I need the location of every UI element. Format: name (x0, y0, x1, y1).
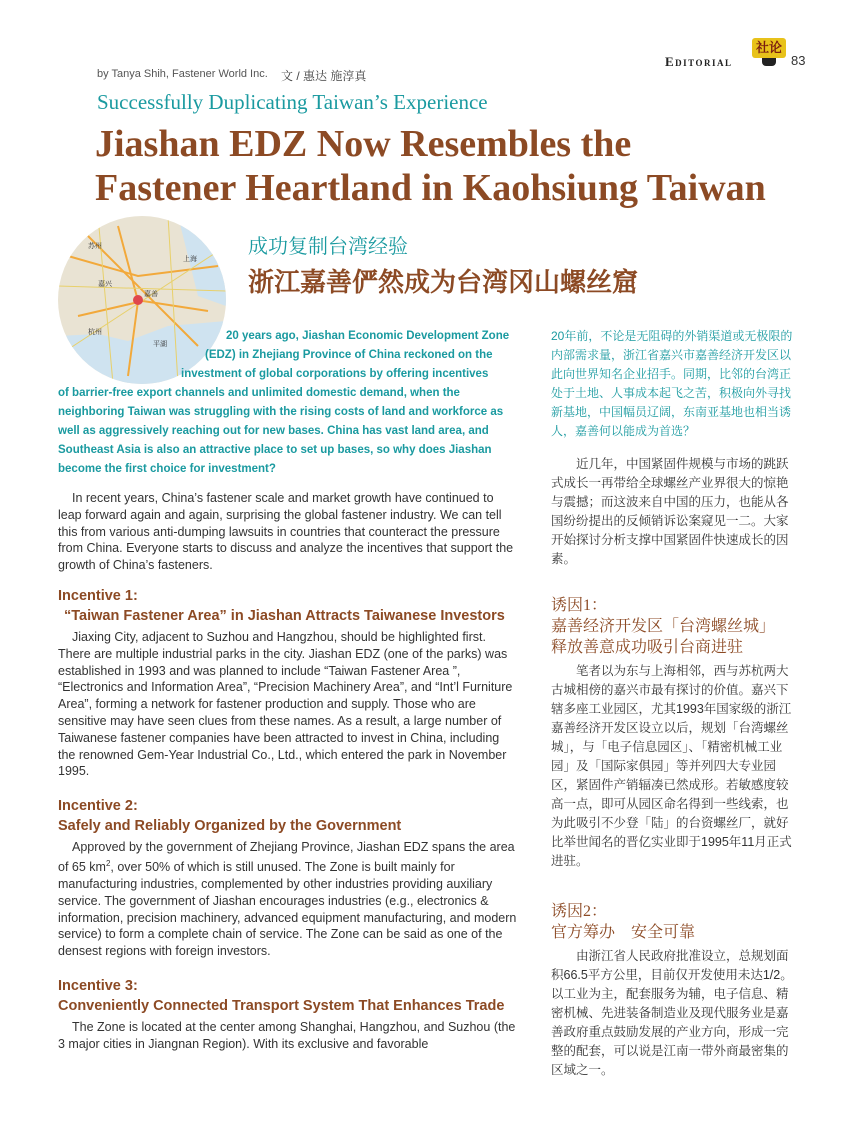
title-line-2: Fastener Heartland in Kaohsiung Taiwan (95, 167, 766, 209)
incentive-1-title-cn-1: 嘉善经济开发区「台湾螺丝城」 (551, 618, 776, 635)
intro-en-body: of barrier-free export channels and unlimited domestic demand, when the neighboring Taiwan was struggling with the rising costs of land and workforce as well as aggressively reaching out for new bases. China has vast land area, and Southeast Asia is also an attractive place to set up bases, so why does Jiashan become the first choice for investment? (58, 387, 504, 475)
article-subtitle: Successfully Duplicating Taiwan’s Experience (97, 90, 488, 114)
article-title (95, 122, 835, 210)
badge-stand-icon (762, 58, 776, 66)
body-cn-column (551, 455, 796, 1080)
map-label: 苏州 (88, 242, 102, 250)
incentive-2-text-b: , over 50% of which is still unused. The Zone is built mainly for manufacturing industries, complemented by other industries providing auxiliary service. The government of Jiashan encourages industries (e.g., electronics & information, precision machinery, advanced equipment manufacturing, and modern service) to form a complete chain of service. The Zone can be said as one of the densest regions with foreign investors. (58, 860, 517, 959)
map-label: 平湖 (153, 340, 167, 348)
map-label: 杭州 (88, 328, 102, 336)
superscript: 2 (105, 858, 111, 868)
intro-en-line-2: (EDZ) in Zhejiang Province of China reckoned on the (205, 349, 493, 361)
intro-en-line-1: 20 years ago, Jiashan Economic Development Zone (226, 330, 510, 342)
article-title-cn: 浙江嘉善俨然成为台湾冈山螺丝窟 (248, 267, 639, 297)
incentive-1-text: Jiaxing City, adjacent to Suzhou and Hangzhou, should be highlighted first. There are multiple industrial parks in the city. Jiashan EDZ (one of the parks) was established in 1993 and was planned to include “Taiwan Fastener Area ”, “Electronics and Information Area”, “Precision Machinery Area”, and “Int’l Furniture Area”, forming a network for fastener production and supply. Those who are sensitive may have seen clues from these names. As a result, a large number of Taiwanese fastener companies have been attracted to invest in China, including the renowned Gem-Year Industrial Co., Ltd., which entered the park in November 1995. (58, 629, 513, 779)
map-label: 嘉兴 (98, 280, 112, 288)
byline-cn: 文 / 惠达 施淳真 (281, 69, 367, 83)
intro-en-line-3: investment of global corporations by offering incentives (181, 368, 489, 380)
incentive-2-title-cn: 官方筹办 安全可靠 (551, 924, 696, 941)
byline-en: by Tanya Shih, Fastener World Inc. (97, 68, 268, 80)
title-line-1: Jiashan EDZ Now Resembles the (95, 123, 632, 165)
map-graphic (58, 216, 226, 384)
body-en-paragraph: In recent years, China’s fastener scale and market growth have continued to leap forward again and again, surprising the global fastener industry. We can tell this from various anti-dumping lawsuits in countries that counteract the pressure from China. Everyone starts to discuss and analyze the incentives that support the growth of China’s fasteners. (58, 491, 514, 573)
incentive-3-label: Incentive 3: (58, 977, 138, 994)
incentive-2-title: Safely and Reliably Organized by the Government (58, 818, 402, 835)
incentive-1-label: Incentive 1: (58, 587, 138, 604)
map-label: 嘉善 (144, 290, 158, 298)
body-cn-paragraph: 近几年，中国紧固件规模与市场的跳跃式成长一再带给全球螺丝产业界很大的惊艳与震撼；而这波来自中国的压力，也能从各国纷纷提出的反倾销诉讼案窥见一二。大家开始探讨分析支撑中国紧固件快速成长的因素。 (551, 457, 789, 566)
incentive-1-title-cn-2: 释放善意成功吸引台商进驻 (551, 639, 744, 656)
incentive-1-text-cn: 笔者以为东与上海相邻，西与苏杭两大古城相傍的嘉兴市最有探讨的价值。嘉兴下辖多座工业园区，尤其1993年国家级的浙江嘉善经济开发区设立以后，规划「台湾螺丝城」，与「电子信息园区」、「精密机械工业园」及「国际家俱园」等并列四大专业园区，紧固件产销辐凑已然成形。若敏感度较高一点，即可从园区命名得到一些线索，也为此吸引不少登「陆」的台资螺丝厂，就好比举世闻名的晋亿实业即于1995年11月正式进驻。 (551, 664, 792, 868)
incentive-2-text-a: Approved by the government of Zhejiang Province, Jiashan EDZ spans the area of 65 km (58, 840, 515, 875)
region-map-image (58, 216, 226, 384)
incentive-2-label-cn: 诱因2： (551, 903, 608, 920)
incentive-3-title: Conveniently Connected Transport System That Enhances Trade (58, 997, 505, 1014)
intro-cn: 20年前，不论是无阻碍的外销渠道或无极限的内部需求量，浙江省嘉兴市嘉善经济开发区以此向世界知名企业招手。同期，比邻的台湾正处于土地、人事成本起飞之苦，积极向外寻找新基地，中国幅员辽阔，东南亚基地也相当诱人，嘉善何以能成为首选？ (551, 329, 793, 438)
page-number: 83 (791, 53, 806, 68)
incentive-2-text (58, 839, 520, 960)
article-subtitle-cn: 成功复制台湾经验 (248, 236, 408, 258)
incentive-3-text: The Zone is located at the center among Shanghai, Hangzhou, and Suzhou (the 3 major cities in Jiangnan Region). With its exclusive and favorable (58, 1019, 516, 1051)
section-label: Editorial (665, 54, 733, 69)
map-label: 上海 (183, 255, 197, 263)
incentive-2-text-cn: 由浙江省人民政府批准设立，总规划面积66.5平方公里，目前仅开发使用未达1/2。以工业为主，配套服务为辅，电子信息、精密机械、先进装备制造业及现代服务业是嘉善政府重点鼓励发展的产业方向，形成一完整的配套，可以说是江南一带外商最密集的区域之一。 (551, 949, 793, 1077)
body-en-column (58, 490, 520, 1052)
incentive-1-label-cn: 诱因1： (551, 597, 608, 614)
incentive-2-label: Incentive 2: (58, 798, 138, 815)
section-badge: 社论 (752, 38, 786, 58)
incentive-1-title: “Taiwan Fastener Area” in Jiashan Attracts Taiwanese Investors (64, 607, 505, 624)
